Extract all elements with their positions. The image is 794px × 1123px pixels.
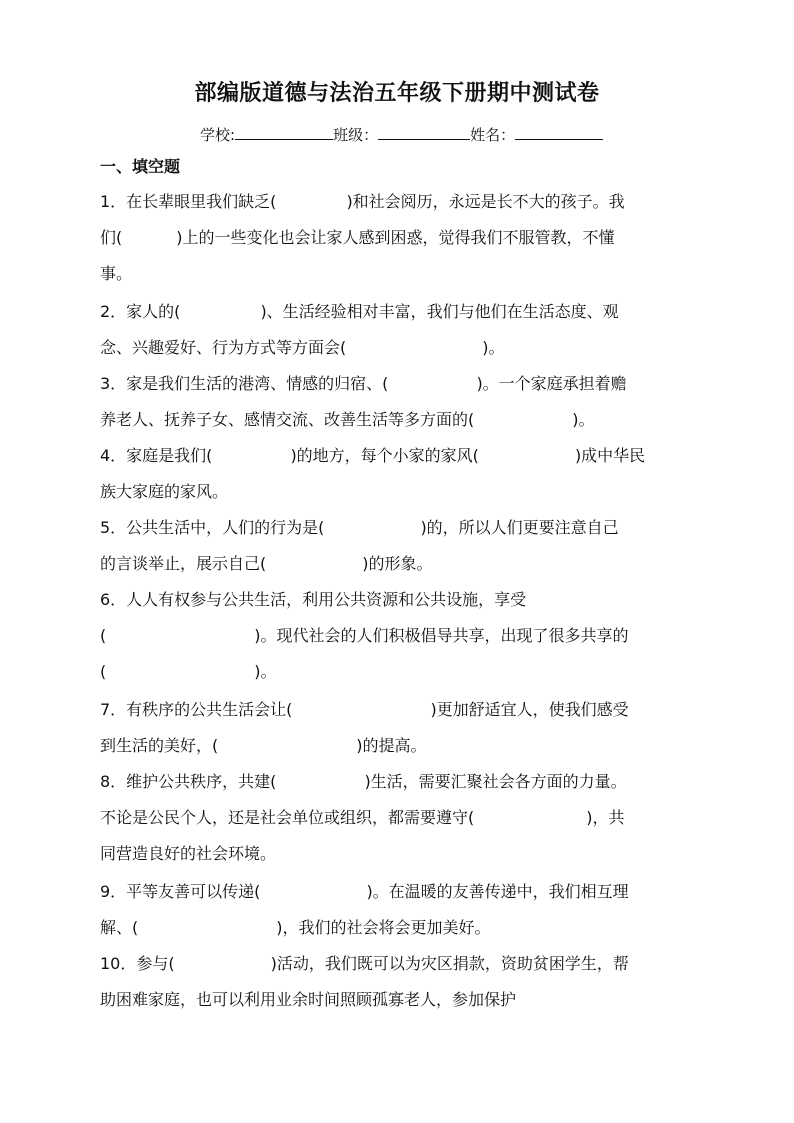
question-5 — [100, 510, 710, 582]
question-line — [100, 294, 710, 330]
question-line — [100, 946, 710, 982]
question-text: 9．平等友善可以传递( — [100, 882, 261, 901]
question-text: )成中华民 — [574, 446, 646, 465]
question-text: 8．维护公共秩序，共建( — [100, 772, 277, 791]
question-text: 助困难家庭，也可以利用业余时间照顾孤寡老人，参加保护 — [100, 990, 517, 1009]
question-line — [100, 692, 710, 728]
question-text: )。在温暖的友善传递中，我们相互理 — [366, 882, 629, 901]
question-line — [100, 982, 710, 1018]
question-text: )。现代社会的人们积极倡导共享，出现了很多共享的 — [254, 626, 629, 645]
question-text: 们( — [100, 228, 123, 247]
question-6 — [100, 582, 710, 690]
question-text: 1．在长辈眼里我们缺乏( — [100, 192, 277, 211]
question-line — [100, 910, 710, 946]
class-label: 班级： — [333, 126, 379, 144]
question-line — [100, 256, 710, 292]
section-heading: 一、填空题 — [100, 157, 181, 176]
question-line — [100, 764, 710, 800]
question-text: )更加舒适宜人，使我们感受 — [430, 700, 629, 719]
question-text: )和社会阅历，永远是长不大的孩子。我 — [346, 192, 625, 211]
question-text: 4．家庭是我们( — [100, 446, 213, 465]
question-text: 同营造良好的社会环境。 — [100, 844, 277, 863]
question-text: 10．参与( — [100, 954, 175, 973]
question-text: 解、( — [100, 918, 139, 937]
question-text: )，共 — [586, 808, 625, 827]
question-line — [100, 546, 710, 582]
question-text: 6．人人有权参与公共生活，利用公共资源和公共设施，享受 — [100, 590, 527, 609]
question-text: )。 — [254, 662, 277, 681]
question-text: )，我们的社会将会更加美好。 — [276, 918, 491, 937]
question-line — [100, 654, 710, 690]
question-text: 7．有秩序的公共生活会让( — [100, 700, 293, 719]
question-text: )的提高。 — [356, 736, 427, 755]
question-text: )。 — [482, 338, 505, 357]
question-line — [100, 800, 710, 836]
name-blank[interactable] — [515, 125, 603, 140]
question-line — [100, 330, 710, 366]
question-line — [100, 874, 710, 910]
question-line — [100, 366, 710, 402]
question-text: 养老人、抚养子女、感情交流、改善生活等多方面的( — [100, 410, 475, 429]
question-text: )。一个家庭承担着赡 — [476, 374, 627, 393]
question-text: 2．家人的( — [100, 302, 181, 321]
question-10 — [100, 946, 710, 1018]
question-text: )活动，我们既可以为灾区捐款，资助贫困学生，帮 — [270, 954, 629, 973]
question-text: )的，所以人们更要注意自己 — [420, 518, 619, 537]
school-blank[interactable] — [235, 125, 333, 140]
question-1 — [100, 184, 710, 292]
question-7 — [100, 692, 710, 764]
question-text: )生活，需要汇聚社会各方面的力量。 — [364, 772, 627, 791]
question-line — [100, 728, 710, 764]
question-line — [100, 474, 710, 510]
question-text: 到生活的美好，( — [100, 736, 219, 755]
question-text: ( — [100, 662, 107, 681]
question-text: )。 — [572, 410, 595, 429]
question-line — [100, 510, 710, 546]
question-4 — [100, 438, 710, 510]
question-text: )上的一些变化也会让家人感到困惑，觉得我们不服管教，不懂 — [176, 228, 615, 247]
question-text: 的言谈举止，展示自己( — [100, 554, 267, 573]
school-label: 学校: — [200, 126, 236, 144]
question-line — [100, 438, 710, 474]
question-line — [100, 402, 710, 438]
question-text: )、生活经验相对丰富，我们与他们在生活态度、观 — [260, 302, 619, 321]
question-line — [100, 184, 710, 220]
question-line — [100, 618, 710, 654]
question-3 — [100, 366, 710, 438]
class-blank[interactable] — [378, 125, 470, 140]
question-text: 事。 — [100, 264, 133, 283]
question-9 — [100, 874, 710, 946]
question-text: )的形象。 — [362, 554, 433, 573]
question-text: 族大家庭的家风。 — [100, 482, 229, 501]
question-text: 3．家是我们生活的港湾、情感的归宿、( — [100, 374, 389, 393]
question-2 — [100, 294, 710, 366]
name-label: 姓名： — [470, 126, 516, 144]
question-text: )的地方，每个小家的家风( — [290, 446, 479, 465]
student-info-row — [200, 124, 603, 145]
question-text: 不论是公民个人，还是社会单位或组织，都需要遵守( — [100, 808, 475, 827]
question-line — [100, 836, 710, 872]
doc-title: 部编版道德与法治五年级下册期中测试卷 — [194, 81, 600, 106]
question-line — [100, 582, 710, 618]
question-text: ( — [100, 626, 107, 645]
question-text: 念、兴趣爱好、行为方式等方面会( — [100, 338, 347, 357]
question-8 — [100, 764, 710, 872]
question-text: 5．公共生活中，人们的行为是( — [100, 518, 325, 537]
question-line — [100, 220, 710, 256]
